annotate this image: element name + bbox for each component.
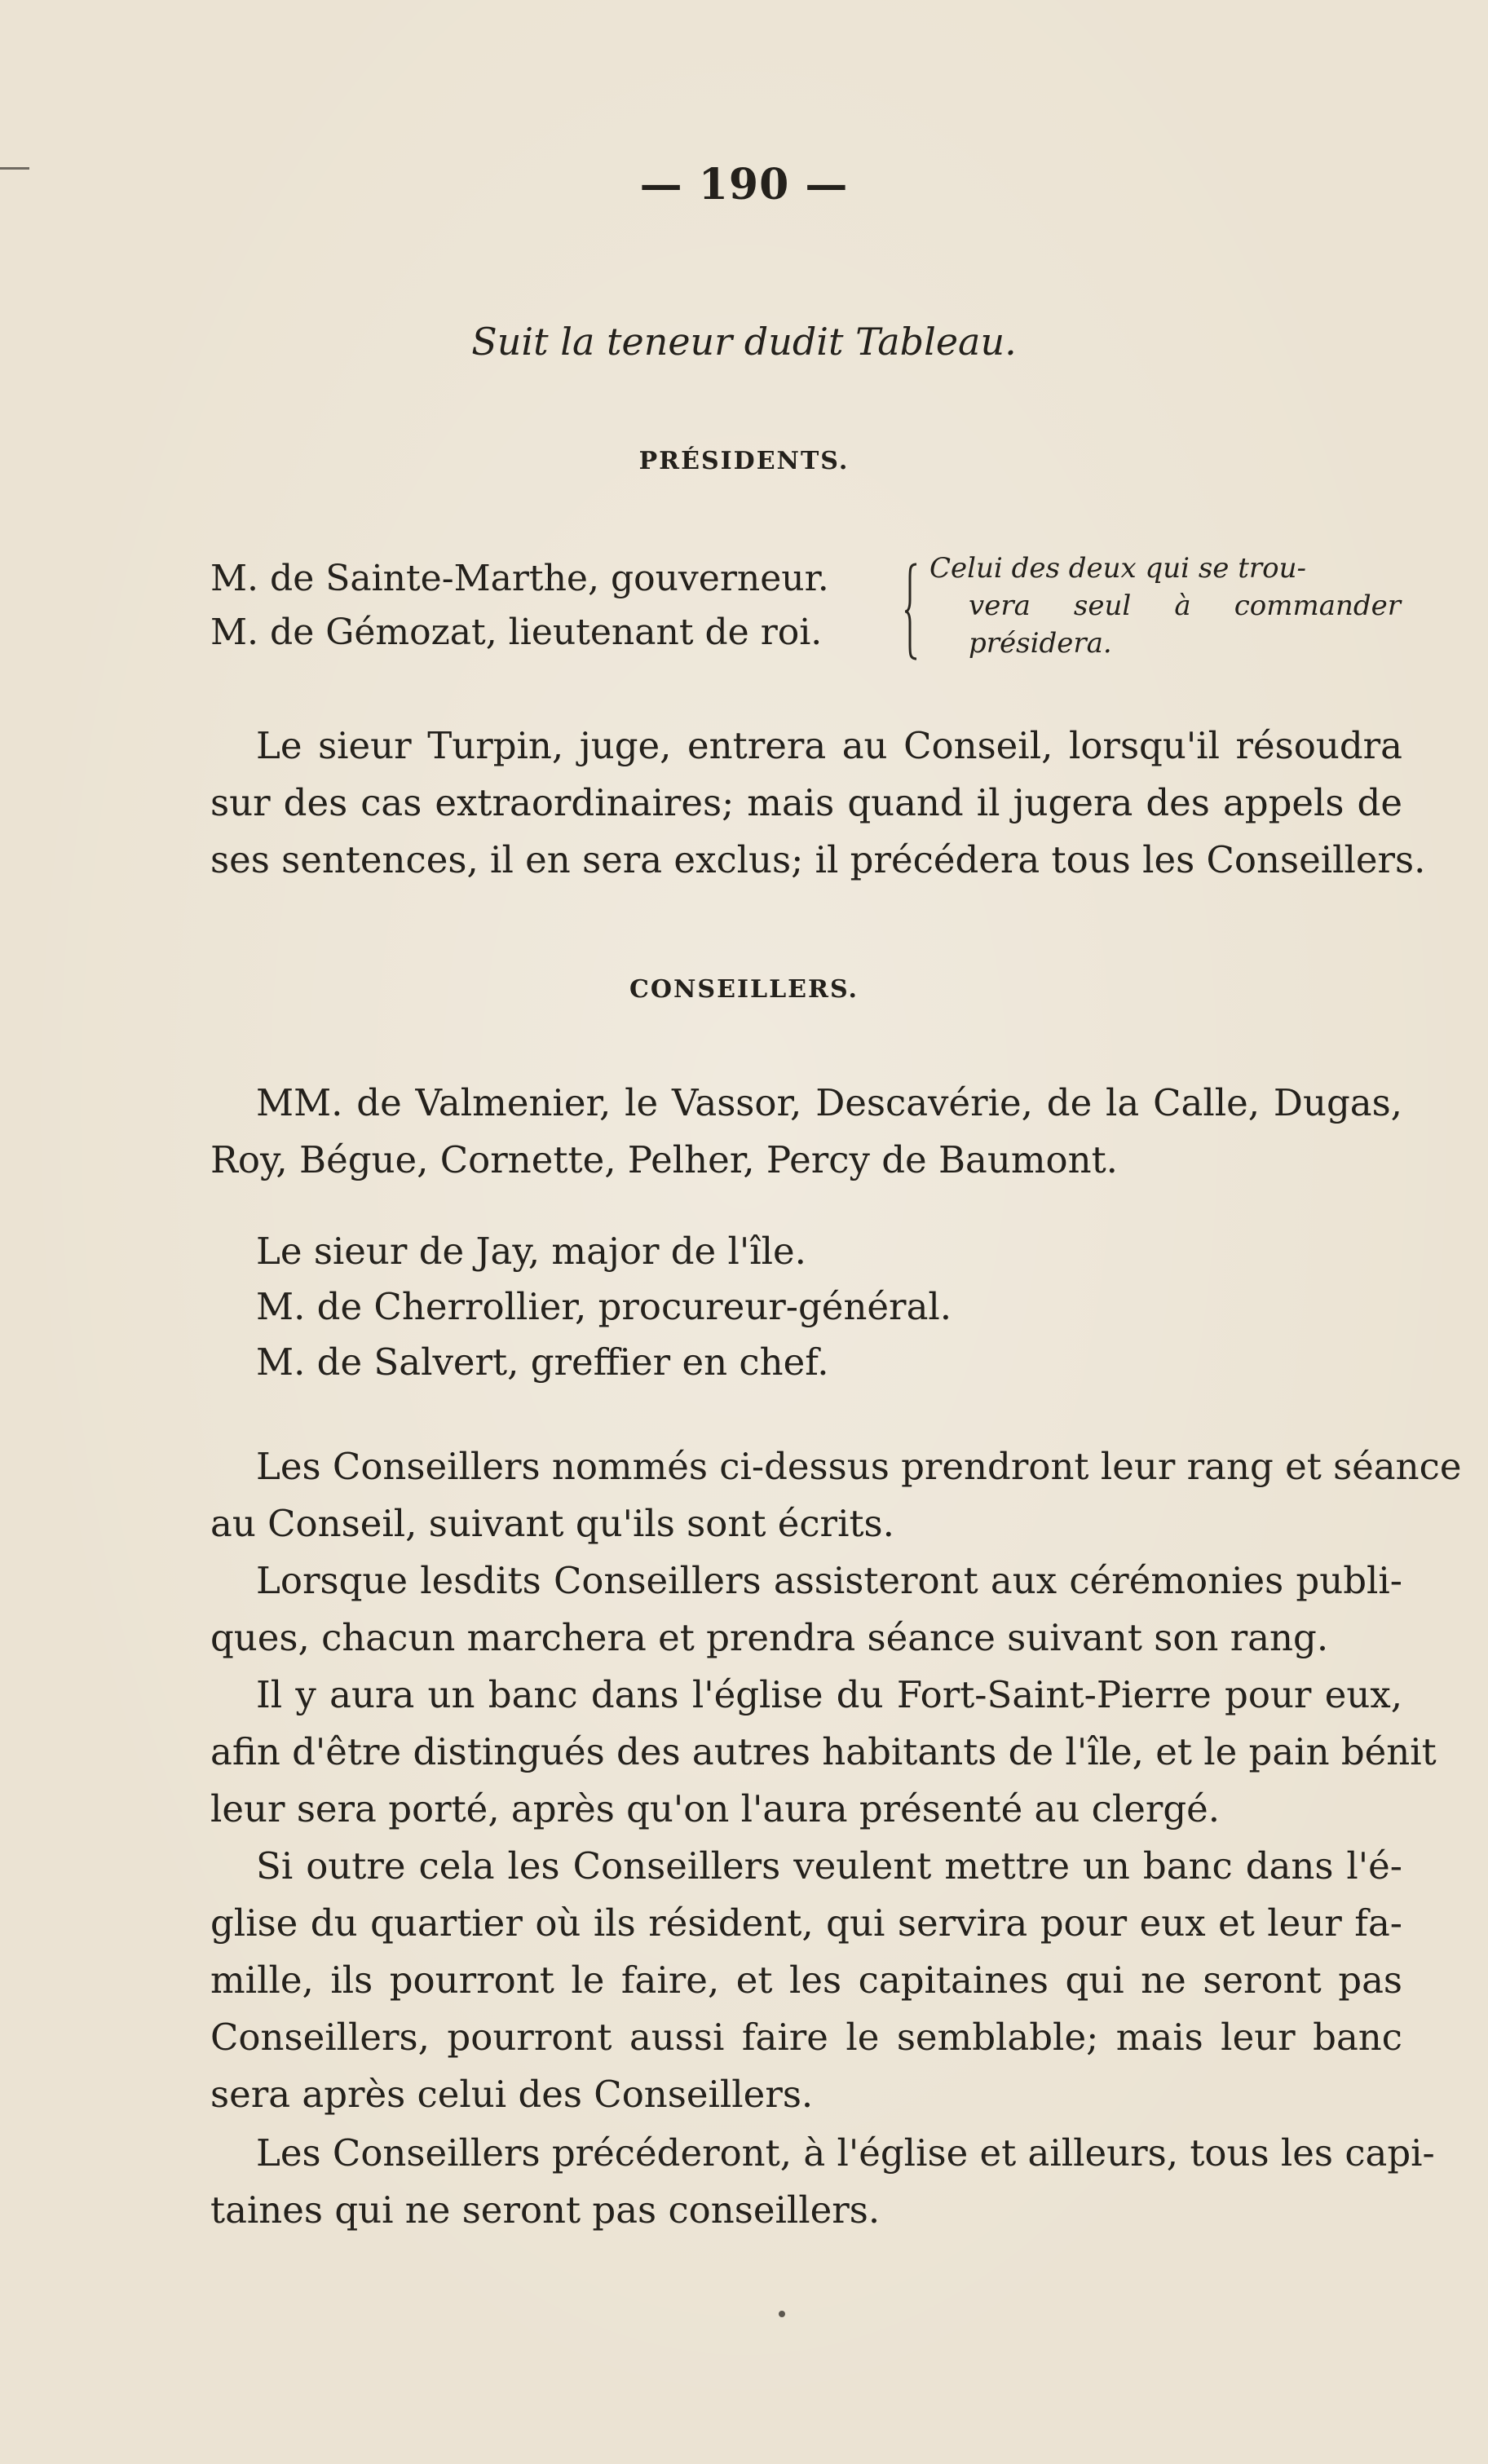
paragraph-line: Les Conseillers nommés ci-dessus prendront leur rang et séance	[256, 1445, 1462, 1488]
paragraph-line: ques, chacun marchera et prendra séance suivant son rang.	[210, 1616, 1329, 1659]
page-number: — 190 —	[639, 160, 849, 210]
turpin-paragraph-line: ses sentences, il en sera exclus; il précédera tous les Conseillers.	[210, 838, 1426, 881]
officer-line: M. de Salvert, greffier en chef.	[256, 1340, 829, 1384]
president-note-line: Celui des deux qui se trou-	[929, 552, 1306, 585]
president-entry: M. de Sainte-Marthe, gouverneur.	[210, 558, 829, 599]
president-note-line: présidera.	[969, 627, 1112, 660]
paragraph-line: glise du quartier où ils résident, qui servira pour eux et leur fa-	[210, 1901, 1402, 1945]
paragraph-line: au Conseil, suivant qu'ils sont écrits.	[210, 1502, 894, 1545]
presidents-heading: PRÉSIDENTS.	[638, 447, 850, 475]
paragraph-line: taines qui ne seront pas conseillers.	[210, 2188, 881, 2232]
turpin-paragraph-line: Le sieur Turpin, juge, entrera au Conseil, lorsqu'il résoudra	[256, 724, 1402, 767]
paragraph-line: Il y aura un banc dans l'église du Fort-Saint-Pierre pour eux,	[256, 1673, 1402, 1716]
councillor-list-line: MM. de Valmenier, le Vassor, Descavérie, de la Calle, Dugas,	[256, 1081, 1402, 1124]
president-entry: M. de Gémozat, lieutenant de roi.	[210, 612, 823, 653]
paragraph-line: Lorsque lesdits Conseillers assisteront aux cérémonies publi-	[256, 1559, 1402, 1602]
paragraph-line: Si outre cela les Conseillers veulent mettre un banc dans l'é-	[256, 1844, 1402, 1888]
councillor-list-line: Roy, Bégue, Cornette, Pelher, Percy de Baumont.	[210, 1138, 1118, 1181]
paragraph-line: mille, ils pourront le faire, et les capitaines qui ne seront pas	[210, 1958, 1402, 2002]
paragraph-line: Conseillers, pourront aussi faire le semblable; mais leur banc	[210, 2016, 1402, 2059]
paragraph-line: leur sera porté, après qu'on l'aura présenté au clergé.	[210, 1787, 1221, 1830]
president-note-line: vera seul à commander	[969, 590, 1401, 622]
paragraph-line: Les Conseillers précéderont, à l'église et ailleurs, tous les capi-	[256, 2131, 1435, 2175]
officer-line: Le sieur de Jay, major de l'île.	[256, 1230, 806, 1273]
councillors-heading: CONSEILLERS.	[629, 975, 859, 1004]
officer-line: M. de Cherrollier, procureur-général.	[256, 1285, 952, 1328]
paragraph-line: sera après celui des Conseillers.	[210, 2073, 814, 2116]
brace-icon	[903, 563, 920, 660]
ink-speck	[779, 2311, 785, 2317]
paragraph-line: afin d'être distingués des autres habitants de l'île, et le pain bénit	[210, 1730, 1437, 1773]
caption: Suit la teneur dudit Tableau.	[471, 320, 1017, 364]
turpin-paragraph-line: sur des cas extraordinaires; mais quand il jugera des appels de	[210, 781, 1402, 824]
